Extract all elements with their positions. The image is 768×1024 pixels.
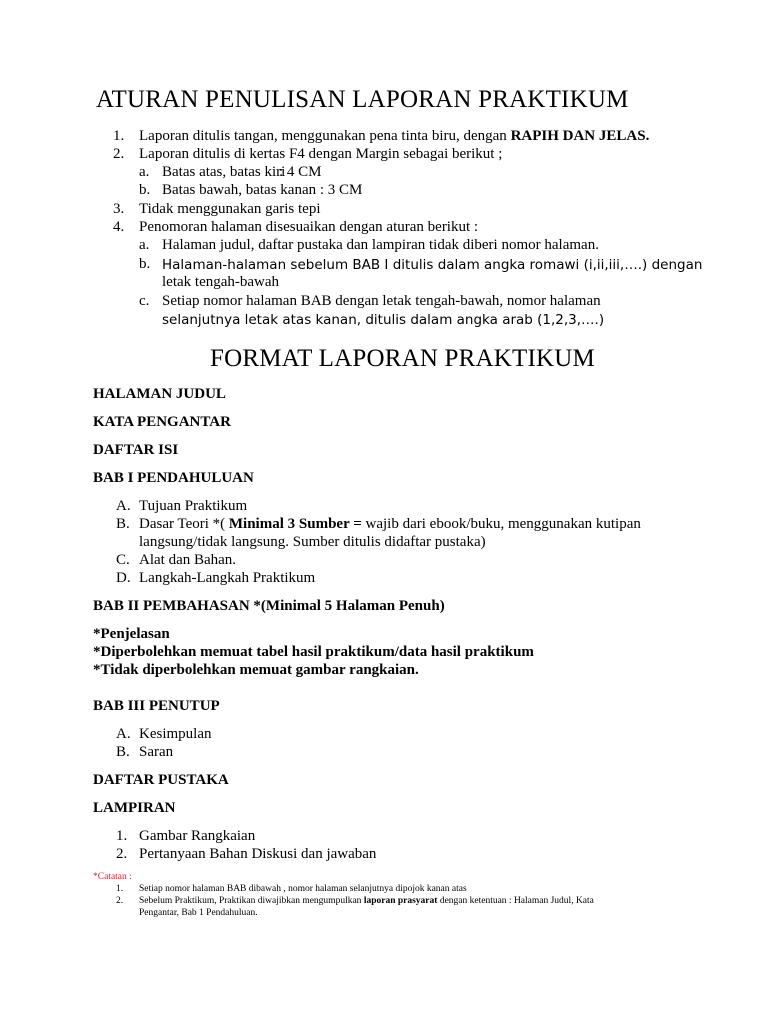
numbering-rule-b-cont: letak tengah-bawah bbox=[162, 274, 280, 290]
page-title-aturan: ATURAN PENULISAN LAPORAN PRAKTIKUM bbox=[96, 86, 629, 113]
lampiran-item-1: Gambar Rangkaian bbox=[139, 828, 256, 844]
list-marker: B. bbox=[116, 516, 130, 532]
numbering-rule-b: Halaman-halaman sebelum BAB I ditulis dalam angka romawi (i,ii,iii,….) dengan bbox=[162, 257, 703, 273]
numbering-rule-a: Halaman judul, daftar pustaka dan lampiran tidak diberi nomor halaman. bbox=[162, 237, 599, 253]
catatan-label: *Catatan : bbox=[93, 872, 132, 882]
catatan-item-2: Sebelum Praktikum, Praktikan diwajibkan mengumpulkan laporan prasyarat dengan ketentuan : Halaman Judul, Kata bbox=[139, 896, 594, 906]
section-halaman-judul: HALAMAN JUDUL bbox=[93, 386, 226, 402]
bab3-item-a: Kesimpulan bbox=[139, 726, 212, 742]
lampiran-item-2: Pertanyaan Bahan Diskusi dan jawaban bbox=[139, 846, 377, 862]
numbering-rule-c: Setiap nomor halaman BAB dengan letak tengah-bawah, nomor halaman bbox=[162, 293, 601, 309]
rule-item-1: Laporan ditulis tangan, menggunakan pena tinta biru, dengan RAPIH DAN JELAS. bbox=[139, 128, 650, 144]
list-marker: 2. bbox=[116, 846, 128, 862]
section-bab3: BAB III PENUTUP bbox=[93, 698, 220, 714]
list-marker: 2. bbox=[116, 896, 124, 906]
list-marker: 1. bbox=[116, 828, 128, 844]
rule-number: 4. bbox=[113, 219, 125, 235]
bab3-item-b: Saran bbox=[139, 744, 174, 760]
bab2-note: *Diperbolehkan memuat tabel hasil praktikum/data hasil praktikum bbox=[93, 644, 534, 660]
list-marker: A. bbox=[116, 726, 131, 742]
catatan-item-2-cont: Pengantar, Bab 1 Pendahuluan. bbox=[139, 908, 258, 918]
list-marker: D. bbox=[116, 570, 131, 586]
section-bab2: BAB II PEMBAHASAN *(Minimal 5 Halaman Penuh) bbox=[93, 598, 445, 614]
list-marker: C. bbox=[116, 552, 130, 568]
rule-subletter: b. bbox=[139, 256, 151, 272]
section-bab1: BAB I PENDAHULUAN bbox=[93, 470, 254, 486]
section-kata-pengantar: KATA PENGANTAR bbox=[93, 414, 231, 430]
bab2-note: *Penjelasan bbox=[93, 626, 170, 642]
rule-subletter: c. bbox=[139, 293, 150, 309]
bab2-note: *Tidak diperbolehkan memuat gambar rangkaian. bbox=[93, 662, 419, 678]
rule-item-4: Penomoran halaman disesuaikan dengan aturan berikut : bbox=[139, 219, 479, 235]
margin-bottom-right: Batas bawah, batas kanan : 3 CM bbox=[162, 182, 363, 198]
rule-subletter: a. bbox=[139, 237, 150, 253]
rule-subletter: b. bbox=[139, 182, 151, 198]
section-daftar-pustaka: DAFTAR PUSTAKA bbox=[93, 772, 229, 788]
bab1-item-b-cont: langsung/tidak langsung. Sumber ditulis didaftar pustaka) bbox=[139, 534, 486, 550]
page-title-format: FORMAT LAPORAN PRAKTIKUM bbox=[210, 345, 595, 372]
rule-item-3: Tidak menggunakan garis tepi bbox=[139, 201, 321, 217]
list-marker: A. bbox=[116, 498, 131, 514]
list-marker: 1. bbox=[116, 884, 124, 894]
rule-subletter: a. bbox=[139, 164, 150, 180]
bab1-item-a: Tujuan Praktikum bbox=[139, 498, 248, 514]
bab1-item-b: Dasar Teori *( Minimal 3 Sumber = wajib dari ebook/buku, menggunakan kutipan bbox=[139, 516, 641, 532]
section-daftar-isi: DAFTAR ISI bbox=[93, 442, 179, 458]
rule-item-2: Laporan ditulis di kertas F4 dengan Margin sebagai berikut ; bbox=[139, 146, 503, 162]
rule-number: 1. bbox=[113, 128, 125, 144]
bab1-item-d: Langkah-Langkah Praktikum bbox=[139, 570, 316, 586]
list-marker: B. bbox=[116, 744, 130, 760]
bab1-item-c: Alat dan Bahan. bbox=[139, 552, 237, 568]
rule-number: 3. bbox=[113, 201, 125, 217]
margin-top-left: Batas atas, batas kiri: 4 CM bbox=[162, 164, 322, 180]
section-lampiran: LAMPIRAN bbox=[93, 800, 176, 816]
catatan-item-1: Setiap nomor halaman BAB dibawah , nomor halaman selanjutnya dipojok kanan atas bbox=[139, 884, 467, 894]
numbering-rule-c-cont: selanjutnya letak atas kanan, ditulis dalam angka arab (1,2,3,….) bbox=[162, 312, 605, 328]
rule-number: 2. bbox=[113, 146, 125, 162]
